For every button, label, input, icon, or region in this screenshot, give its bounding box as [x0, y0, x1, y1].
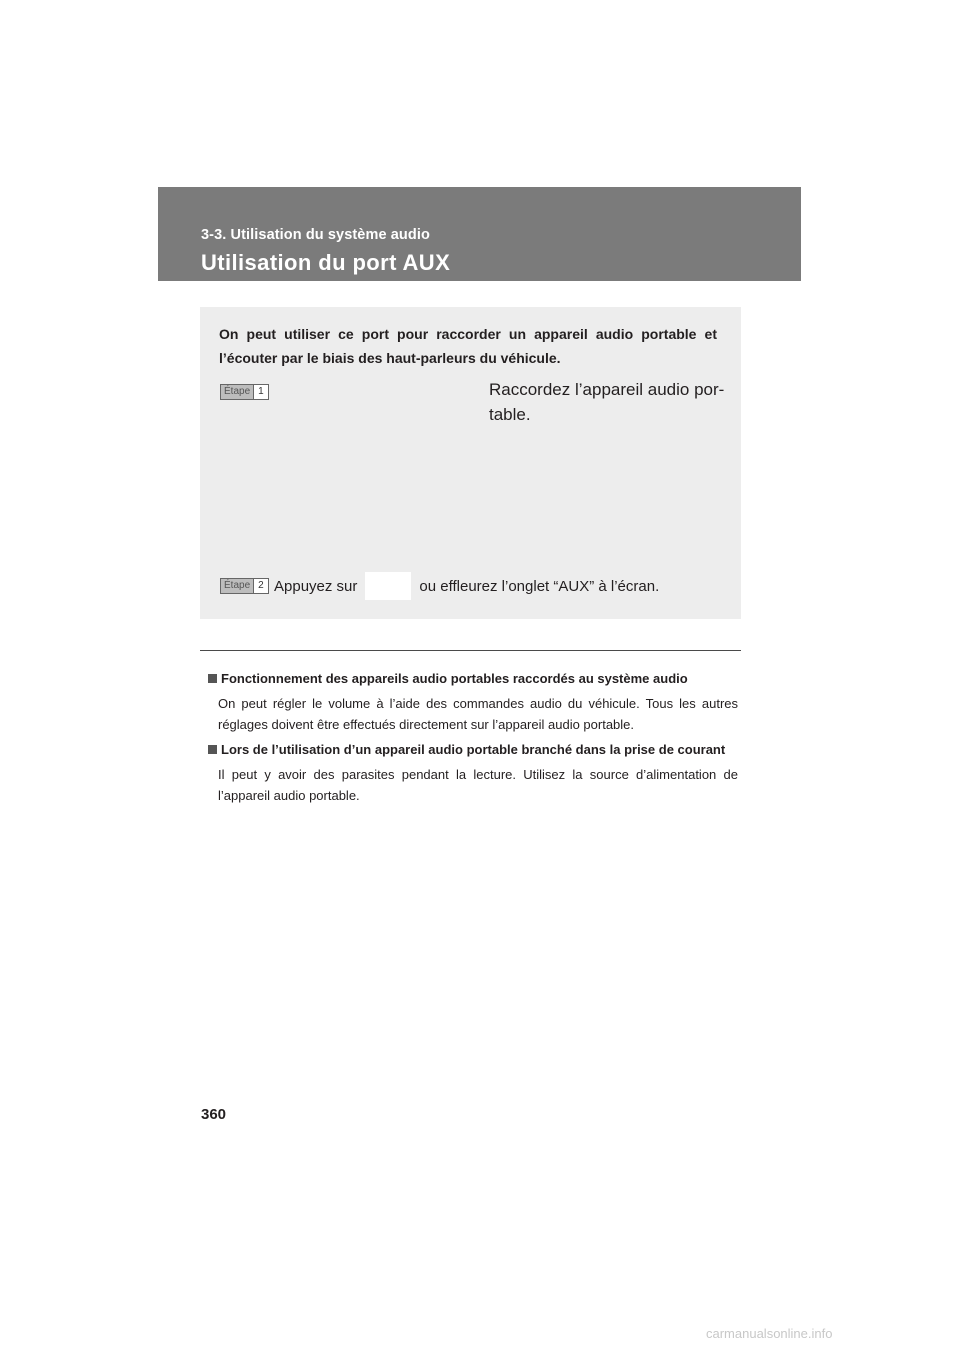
- square-bullet-icon: [208, 745, 217, 754]
- step-2-text-before: Appuyez sur: [274, 577, 358, 595]
- note-operation: [208, 670, 738, 735]
- section-header: [158, 187, 801, 281]
- page-number: 360: [201, 1106, 227, 1123]
- step-2-text: [274, 572, 659, 600]
- instruction-box: [200, 307, 741, 619]
- step-2-text-after: ou effleurez l’onglet “AUX” à l’écran.: [419, 577, 660, 595]
- step-2-badge: [220, 578, 269, 594]
- section-label: 3-3. Utilisation du système audio: [201, 227, 430, 243]
- step-1-text: Raccordez l’appareil audio por-table.: [489, 380, 725, 424]
- page-title: Utilisation du port AUX: [201, 250, 451, 275]
- note-title: [208, 670, 738, 688]
- intro-text: On peut utiliser ce port pour raccorder un appareil audio portable et l’écouter par le biais des haut-parleurs du véhicule.: [219, 326, 717, 366]
- divider: [200, 650, 741, 651]
- note-body: Il peut y avoir des parasites pendant la lecture. Utilisez la source d’alimentation de l’appareil audio portable.: [218, 767, 738, 803]
- step-badge-word: Étape: [221, 385, 253, 399]
- watermark: carmanualsonline.info: [706, 1326, 833, 1341]
- aux-button-icon: [365, 572, 411, 600]
- step-1-badge: [220, 384, 269, 400]
- step-badge-number: 1: [253, 385, 268, 399]
- step-badge-word: Étape: [221, 579, 253, 593]
- note-title-text: Lors de l’utilisation d’un appareil audio portable branché dans la prise de courant: [221, 742, 726, 757]
- note-title-text: Fonctionnement des appareils audio portables raccordés au système audio: [221, 671, 688, 686]
- step-badge-number: 2: [253, 579, 268, 593]
- note-body: On peut régler le volume à l’aide des commandes audio du véhicule. Tous les autres réglages doivent être effectués directement sur l’appareil audio portable.: [218, 696, 738, 732]
- square-bullet-icon: [208, 674, 217, 683]
- note-title: [208, 741, 738, 759]
- note-power-outlet: [208, 741, 738, 806]
